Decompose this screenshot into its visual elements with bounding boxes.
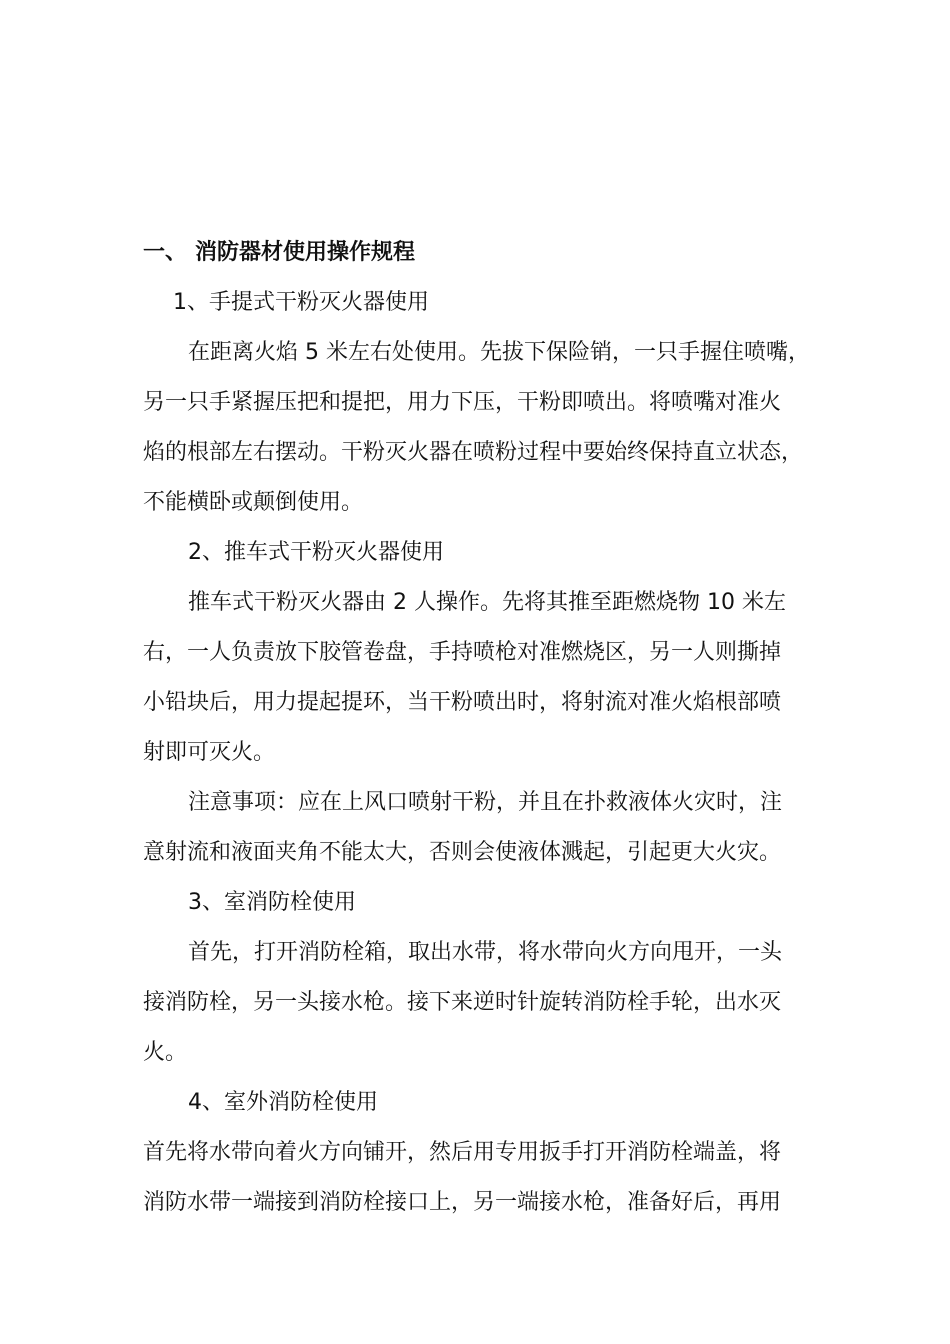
subheading-handheld-extinguisher: 1、手提式干粉灭火器使用 xyxy=(173,290,429,315)
subheading-cart-extinguisher: 2、推车式干粉灭火器使用 xyxy=(188,540,444,565)
paragraph-line: 首先将水带向着火方向铺开，然后用专用扳手打开消防栓端盖，将 xyxy=(143,1140,782,1165)
paragraph-line: 首先，打开消防栓箱，取出水带，将水带向火方向甩开，一头 xyxy=(188,940,783,965)
section-heading xyxy=(143,228,833,278)
paragraph-line: 推车式干粉灭火器由 2 人操作。先将其推至距燃烧物 10 米左 xyxy=(188,590,786,615)
paragraph-line: 在距离火焰 5 米左右处使用。先拔下保险销，一只手握住喷嘴， xyxy=(188,340,810,365)
subheading-outdoor-hydrant: 4、室外消防栓使用 xyxy=(188,1090,378,1115)
paragraph-line: 另一只手紧握压把和提把，用力下压，干粉即喷出。将喷嘴对准火 xyxy=(143,390,782,415)
paragraph-line: 不能横卧或颠倒使用。 xyxy=(143,490,364,515)
paragraph-line: 右，一人负责放下胶管卷盘，手持喷枪对准燃烧区，另一人则撕掉 xyxy=(143,640,782,665)
document-body xyxy=(143,228,833,1228)
paragraph-line: 焰的根部左右摆动。干粉灭火器在喷粉过程中要始终保持直立状态， xyxy=(143,440,804,465)
paragraph-line: 小铅块后，用力提起提环，当干粉喷出时，将射流对准火焰根部喷 xyxy=(143,690,782,715)
notice-line: 意射流和液面夹角不能太大，否则会使液体溅起，引起更大火灾。 xyxy=(143,840,782,865)
paragraph-line: 火。 xyxy=(143,1040,188,1065)
paragraph-line: 接消防栓，另一头接水枪。接下来逆时针旋转消防栓手轮，出水灭 xyxy=(143,990,782,1015)
section-title: 消防器材使用操作规程 xyxy=(195,240,416,265)
paragraph-line: 射即可灭火。 xyxy=(143,740,276,765)
subheading-indoor-hydrant: 3、室消防栓使用 xyxy=(188,890,356,915)
notice-line: 注意事项：应在上风口喷射干粉，并且在扑救液体火灾时，注 xyxy=(188,790,783,815)
section-number: 一、 xyxy=(143,240,188,265)
paragraph-line: 消防水带一端接到消防栓接口上，另一端接水枪，准备好后，再用 xyxy=(143,1190,782,1215)
